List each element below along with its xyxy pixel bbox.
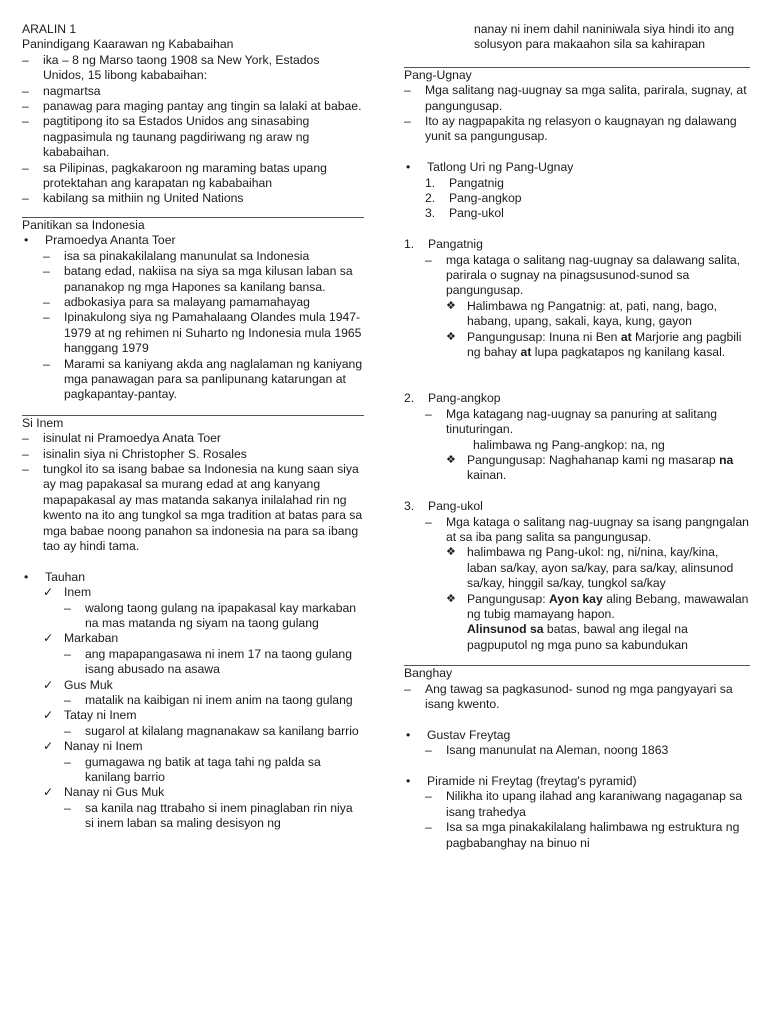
list-item: panawag para maging pantay ang tingin sa lalaki at babae. — [43, 99, 362, 114]
character-name: Inem — [64, 585, 92, 600]
character-name: Nanay ni Inem — [64, 739, 143, 754]
diamond-icon: ❖ — [446, 299, 456, 312]
siinem-list — [22, 431, 364, 554]
siinem-title: Si Inem — [22, 415, 64, 430]
dash-icon: – — [425, 743, 432, 758]
dash-icon: – — [404, 114, 411, 129]
pangatnig-title: Pangatnig — [428, 237, 483, 252]
right-column — [404, 22, 750, 851]
panitikan-title: Panitikan sa Indonesia — [22, 217, 145, 232]
pangangkop-title: Pang-angkop — [428, 391, 501, 406]
pangukol-title: Pang-ukol — [428, 499, 483, 514]
character-desc: sugarol at kilalang magnanakaw sa kanilang barrio — [85, 723, 359, 738]
example: halimbawa ng Pang-ukol: ng, ni/nina, kay/kina, laban sa/kay, ayon sa/kay, para sa/kay, alinsunod sa/kay, hinggil sa/kay, tungkol sa/kay — [467, 545, 734, 591]
checkmark-icon: ✓ — [43, 585, 54, 600]
character-name: Gus Muk — [64, 677, 113, 692]
dash-icon: – — [404, 83, 411, 98]
dash-icon: – — [43, 248, 50, 263]
sentence: Pangungusap: Ayon kay aling Bebang, mawawalan ng tubig mamayang hapon. — [467, 591, 749, 621]
checkmark-icon: ✓ — [43, 677, 54, 692]
dash-icon: – — [64, 754, 71, 769]
tauhan-label: Tauhan — [45, 569, 85, 584]
freytag-name: Gustav Freytag — [427, 727, 511, 742]
character-desc: walong taong gulang na ipapakasal kay markaban na mas matanda ng siyam na taong gulang — [85, 600, 357, 631]
piramide-title: Piramide ni Freytag (freytag's pyramid) — [427, 773, 637, 788]
bullet-icon: • — [406, 160, 411, 175]
dash-icon: – — [43, 294, 50, 309]
dash-icon: – — [425, 514, 432, 529]
lesson-label: ARALIN 1 — [22, 22, 77, 36]
diamond-icon: ❖ — [446, 592, 456, 605]
dash-icon: – — [22, 99, 29, 114]
pangugnay-title: Pang-Ugnay — [404, 67, 472, 82]
list-item: batang edad, nakiisa na siya sa mga kilusan laban sa pananakop ng mga Hapones sa kanilang bansa. — [64, 264, 353, 294]
dash-icon: – — [64, 800, 71, 815]
list-item: isa sa pinakakilalang manunulat sa Indonesia — [64, 248, 310, 263]
dash-icon: – — [22, 114, 29, 129]
dash-icon: – — [43, 356, 50, 371]
left-column — [22, 22, 364, 832]
dash-icon: – — [425, 406, 432, 421]
character-desc: matalik na kaibigan ni inem anim na taong gulang — [85, 693, 353, 708]
dash-icon: – — [43, 310, 50, 325]
uri-label: Tatlong Uri ng Pang-Ugnay — [427, 160, 574, 175]
uri-list: 1. Pangatnig 2. Pang-angkop 3. Pang-ukol — [425, 176, 750, 222]
list-item: Ito ay nagpapakita ng relasyon o kaugnayan ng dalawang yunit sa pangungusap. — [425, 114, 737, 144]
list-item: Nilikha ito upang ilahad ang karaniwang nagaganap sa isang trahedya — [446, 789, 743, 819]
list-item: isinalin siya ni Christopher S. Rosales — [43, 446, 247, 461]
diamond-icon: ❖ — [446, 330, 456, 343]
checkmark-icon: ✓ — [43, 631, 54, 646]
dash-icon: – — [43, 264, 50, 279]
checkmark-icon: ✓ — [43, 785, 54, 800]
list-item: Isa sa mga pinakakilalang halimbawa ng estruktura ng pagbabanghay na binuo ni — [446, 820, 740, 850]
section-number: 2. — [404, 391, 415, 406]
dash-icon: – — [22, 191, 29, 206]
dash-icon: – — [22, 160, 29, 175]
example: halimbawa ng Pang-angkop: na, ng — [473, 437, 665, 452]
kaarawan-title: Panindigang Kaarawan ng Kababaihan — [22, 37, 234, 52]
definition: Mga kataga o salitang nag-uugnay sa isang pangngalan at sa iba pang salita sa pangungusap. — [446, 514, 749, 544]
dash-icon: – — [22, 431, 29, 446]
dash-icon: – — [64, 600, 71, 615]
author-details — [43, 249, 364, 403]
dash-icon: – — [404, 681, 411, 696]
bullet-icon: • — [24, 233, 29, 248]
list-item: Pang-angkop — [449, 191, 522, 206]
sentence: Pangungusap: Inuna ni Ben at Marjorie ang pagbili ng bahay at lupa pagkatapos ng kanilang kasal. — [467, 329, 742, 360]
dash-icon: – — [22, 52, 29, 67]
list-item: Mga salitang nag-uugnay sa mga salita, parirala, sugnay, at pangungusap. — [425, 83, 747, 113]
bullet-icon: • — [406, 773, 411, 788]
dash-icon: – — [64, 646, 71, 661]
section-number: 1. — [404, 237, 415, 252]
list-item: Ipinakulong siya ng Pamahalaang Olandes mula 1947- 1979 at ng rehimen ni Suharto ng Indonesia mula 1965 hanggang 1979 — [64, 310, 362, 356]
list-item: nagmartsa — [43, 83, 101, 98]
character-desc: ang mapapangasawa ni inem 17 na taong gulang isang abusado na asawa — [85, 646, 352, 677]
list-item: isinulat ni Pramoedya Anata Toer — [43, 431, 221, 446]
dash-icon: – — [425, 252, 432, 267]
list-item: tungkol ito sa isang babae sa Indonesia na kung saan siya ay mag papakasal sa murang edad at ang kanyang mapapakasal ay mas matanda sakanya inilalahad rin ng kwento na ito ang tungkol sa mga tradition at batas para sa mga babae noong panahon sa indonesia na para sa ibang tao ay hindi tama. — [43, 461, 363, 553]
freytag-desc: Isang manunulat na Aleman, noong 1863 — [446, 743, 669, 758]
character-name: Markaban — [64, 631, 119, 646]
list-item: Marami sa kaniyang akda ang naglalaman ng kaniyang mga panawagan para sa panlipunang katarungan at pagkapantay-pantay. — [64, 356, 363, 402]
character-name: Nanay ni Gus Muk — [64, 785, 165, 800]
character-name: Tatay ni Inem — [64, 708, 137, 723]
banghay-title: Banghay — [404, 666, 453, 681]
dash-icon: – — [64, 723, 71, 738]
list-item: ika – 8 ng Marso taong 1908 sa New York, Estados Unidos, 15 libong kababaihan: — [43, 52, 320, 83]
example: Halimbawa ng Pangatnig: at, pati, nang, bago, habang, upang, sakali, kaya, kung, gayon — [467, 298, 718, 329]
character-desc: gumagawa ng batik at taga tahi ng palda sa kanilang barrio — [85, 754, 321, 785]
definition: mga kataga o salitang nag-uugnay sa dalawang salita, parirala o sugnay na pinagsusunod-sunod sa pangungusap. — [446, 252, 741, 298]
dash-icon: – — [64, 693, 71, 708]
list-item: Pangatnig — [449, 175, 504, 190]
dash-icon: – — [22, 83, 29, 98]
character-desc: sa kanila nag ttrabaho si inem pinaglaban rin niya si inem laban sa maling desisyon ng — [85, 800, 353, 831]
definition: Ang tawag sa pagkasunod- sunod ng mga pangyayari sa isang kwento. — [425, 681, 733, 711]
definition: Mga katagang nag-uugnay sa panuring at salitang tinuturingan. — [446, 406, 718, 437]
bullet-icon: • — [406, 727, 411, 742]
sentence: Alinsunod sa batas, bawal ang ilegal na pagpuputol ng mga puno sa kabundukan — [467, 622, 688, 652]
kaarawan-list — [22, 53, 364, 207]
dash-icon: – — [425, 820, 432, 835]
continuation-text: nanay ni inem dahil naniniwala siya hindi ito ang solusyon para makaahon sila sa kahirapan — [474, 22, 735, 52]
checkmark-icon: ✓ — [43, 739, 54, 754]
list-item: kabilang sa mithiin ng United Nations — [43, 191, 244, 206]
list-item: adbokasiya para sa malayang pamamahayag — [64, 294, 310, 309]
tauhan-list — [43, 585, 364, 832]
diamond-icon: ❖ — [446, 546, 456, 559]
list-item: Pang-ukol — [449, 206, 504, 221]
diamond-icon: ❖ — [446, 453, 456, 466]
checkmark-icon: ✓ — [43, 708, 54, 723]
sentence: Pangungusap: Naghahanap kami ng masarap na kainan. — [467, 452, 734, 483]
author-name: Pramoedya Ananta Toer — [45, 233, 176, 248]
dash-icon: – — [22, 446, 29, 461]
list-item: sa Pilipinas, pagkakaroon ng maraming batas upang protektahan ang karapatan ng kababaihan — [43, 160, 327, 191]
dash-icon: – — [22, 461, 29, 476]
list-item: pagtitipong ito sa Estados Unidos ang sinasabing nagpasimula ng taunang pagdiriwang ng araw ng kababaihan. — [43, 114, 310, 160]
dash-icon: – — [425, 789, 432, 804]
bullet-icon: • — [24, 569, 29, 584]
section-number: 3. — [404, 499, 415, 514]
